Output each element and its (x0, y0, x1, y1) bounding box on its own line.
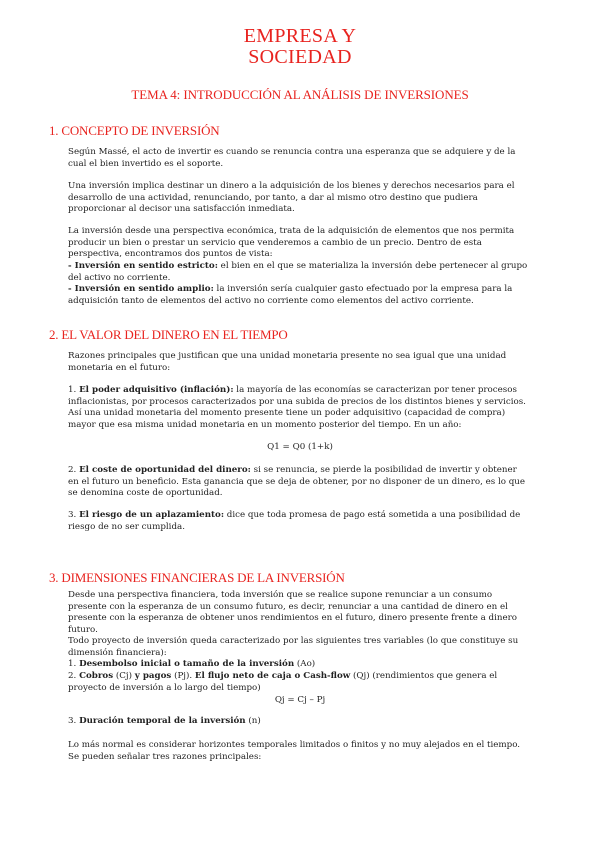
formula-qj: Qj = Cj – Pj (274, 695, 326, 705)
document-subtitle: TEMA 4: INTRODUCCIÓN AL ANÁLISIS DE INVERSIONES (131, 87, 469, 102)
reason-2-label: El coste de oportunidad del dinero: (79, 465, 251, 475)
document-title (0, 26, 600, 68)
reason-3-number: 3. (68, 510, 80, 520)
reason-3-text: dice que toda promesa de pago está sometida a una posibilidad de riesgo de no ser cumplida. (68, 510, 521, 532)
section-1-paragraph-3: La inversión desde una perspectiva económica, trata de la adquisición de elementos que nos permita producir un bien o prestar un servicio que venderemos a cambio de un precio. Dentro de esta perspectiva, encontramos dos puntos de vista: (68, 226, 515, 260)
reason-1-number: 1. (68, 385, 80, 395)
variable-2-cj: (Cj) (113, 671, 135, 681)
reason-1-text: la mayoría de las economías se caracterizan por tener procesos inflacionistas, por procesos caracterizados por una subida de precios de los distintos bienes y servicios. Así una unidad monetaria del momento presente tiene un poder adquisitivo (capacidad de compra) mayor que esa misma unidad monetaria en un momento posterior del tiempo. En un año: (68, 385, 526, 431)
bullet-broad-label: - Inversión en sentido amplio: (68, 284, 214, 294)
title-line-2: SOCIEDAD (248, 46, 352, 68)
bullet-strict-text: el bien en el que se materializa la inversión debe pertenecer al grupo del activo no corriente. (68, 261, 528, 283)
variable-2-label-cobros: Cobros (79, 671, 114, 681)
section-1-bullet-strict (68, 261, 528, 284)
variable-1-text: (Ao) (294, 659, 316, 669)
section-1-bullet-broad (68, 284, 528, 307)
reason-2-number: 2. (68, 465, 80, 475)
variable-2-label-cashflow: El flujo neto de caja o Cash-flow (194, 671, 351, 681)
formula-q1: Q1 = Q0 (1+k) (267, 442, 333, 452)
variable-3-label: Duración temporal de la inversión (79, 716, 246, 726)
variable-2-text: (Qj) (rendimientos que genera el proyecto de inversión a lo largo del tiempo) (68, 671, 498, 693)
title-line-1: EMPRESA Y (243, 25, 357, 47)
reason-2 (68, 465, 528, 500)
bullet-strict-label: - Inversión en sentido estricto: (68, 261, 218, 271)
reason-2-text: si se renuncia, se pierde la posibilidad de invertir y obtener en el futuro un beneficio. Esta ganancia que se deja de obtener, por no disponer de un dinero, es lo que se denomina coste de oportunidad. (68, 465, 526, 499)
section-3-heading: 3. DIMENSIONES FINANCIERAS DE LA INVERSIÓN (49, 570, 345, 585)
reason-1 (68, 385, 528, 432)
variable-2 (68, 671, 528, 694)
reason-3-label: El riesgo de un aplazamiento: (79, 510, 225, 520)
variable-2-number: 2. (68, 671, 80, 681)
section-1-paragraph-2: Una inversión implica destinar un dinero a la adquisición de los bienes y derechos necesarios para el desarrollo de una actividad, renunciando, por tanto, a dar al mismo otro destino que pudiera proporcionar al decisor una satisfacción inmediata. (68, 181, 515, 215)
reason-1-label: El poder adquisitivo (inflación): (79, 385, 234, 395)
section-3-paragraph-1: Desde una perspectiva financiera, toda inversión que se realice supone renunciar a un consumo presente con la esperanza de un consumo futuro, es decir, renunciar a una cantidad de dinero en el presente con la esperanza de obtener unos rendimientos en el futuro, dinero presente frente a dinero futuro. (68, 590, 518, 636)
variable-3-number: 3. (68, 716, 80, 726)
variable-1 (68, 659, 528, 671)
section-1-heading: 1. CONCEPTO DE INVERSIÓN (49, 123, 220, 138)
reason-3 (68, 510, 528, 533)
variable-2-pj: (Pj). (171, 671, 195, 681)
section-3-paragraph-3: Lo más normal es considerar horizontes temporales limitados o finitos y no muy alejados en el tiempo. Se pueden señalar tres razones principales: (68, 740, 521, 762)
variable-2-label-pagos: y pagos (134, 671, 172, 681)
variable-3 (68, 716, 528, 728)
section-1-paragraph-1: Según Massé, el acto de invertir es cuando se renuncia contra una esperanza que se adquiere y de la cual el bien invertido es el soporte. (68, 147, 516, 169)
variable-1-number: 1. (68, 659, 80, 669)
variable-1-label: Desembolso inicial o tamaño de la inversión (79, 659, 295, 669)
section-2-intro: Razones principales que justifican que una unidad monetaria presente no sea igual que una unidad monetaria en el futuro: (68, 351, 507, 373)
section-2-heading: 2. EL VALOR DEL DINERO EN EL TIEMPO (49, 327, 288, 342)
section-3-paragraph-2: Todo proyecto de inversión queda caracterizado por las siguientes tres variables (lo que constituye su dimensión financiera): (68, 636, 519, 658)
variable-3-text: (n) (245, 716, 261, 726)
bullet-broad-text: la inversión sería cualquier gasto efectuado por la empresa para la adquisición tanto de elementos del activo no corriente como elementos del activo corriente. (68, 284, 513, 306)
